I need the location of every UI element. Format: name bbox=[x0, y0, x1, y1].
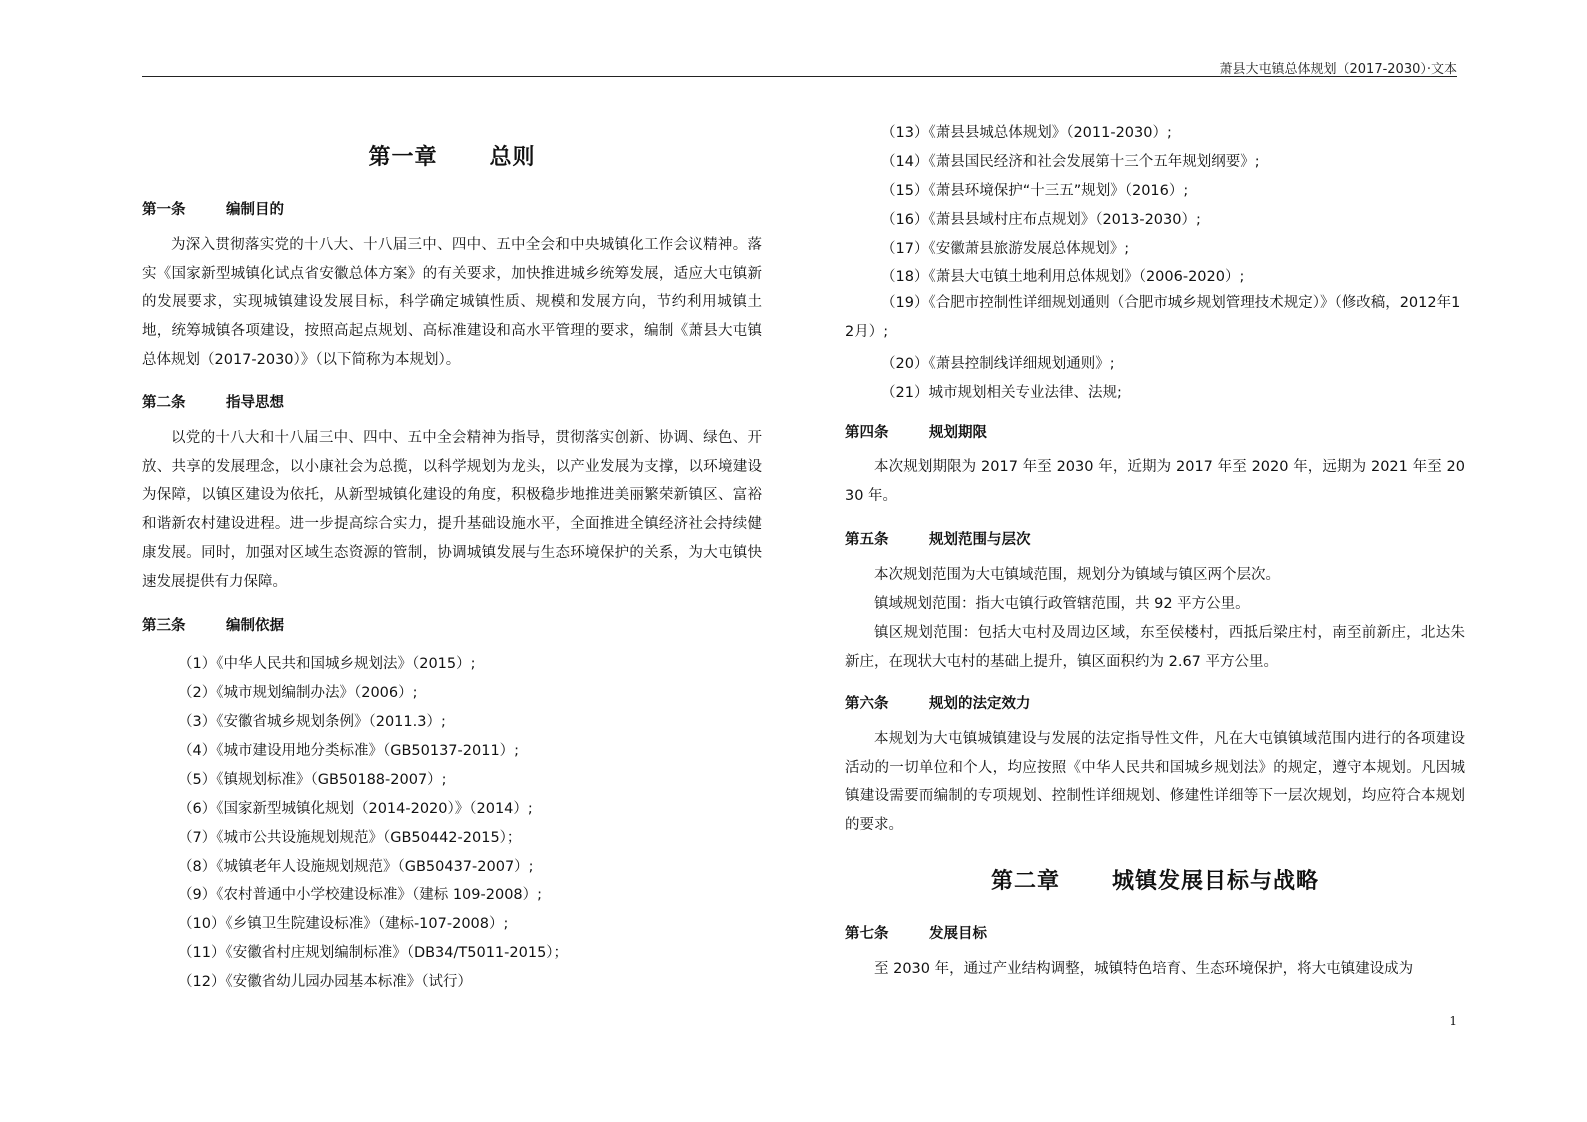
basis-item: （18）《萧县大屯镇土地利用总体规划》（2006-2020）; bbox=[881, 269, 1245, 285]
article-6-heading bbox=[845, 692, 1031, 713]
article-1-heading bbox=[142, 198, 284, 219]
basis-item: （13）《萧县县城总体规划》（2011-2030）; bbox=[881, 125, 1172, 141]
chapter-1-title: 第一章 总则 bbox=[368, 145, 536, 170]
article-2-heading bbox=[142, 391, 284, 412]
article-3-number: 第三条 bbox=[142, 618, 186, 634]
header-rule bbox=[142, 76, 1457, 77]
article-1-number: 第一条 bbox=[142, 202, 186, 218]
basis-item: （20）《萧县控制线详细规划通则》; bbox=[881, 356, 1115, 372]
basis-item: （16）《萧县县域村庄布点规划》（2013-2030）; bbox=[881, 212, 1201, 228]
article-4-text: 本次规划期限为 2017 年至 2030 年，近期为 2017 年至 2020 年，远期为 2021 年至 2030 年。 bbox=[845, 459, 1465, 504]
page-number: 1 bbox=[1449, 1014, 1457, 1028]
article-7-number: 第七条 bbox=[845, 926, 889, 942]
basis-item: （11）《安徽省村庄规划编制标准》（DB34/T5011-2015）； bbox=[178, 945, 569, 961]
basis-item: （15）《萧县环境保护“十三五”规划》（2016）; bbox=[881, 183, 1189, 199]
article-7-heading bbox=[845, 922, 987, 943]
article-7-title: 发展目标 bbox=[929, 926, 987, 942]
basis-item: （3）《安徽省城乡规划条例》（2011.3）; bbox=[178, 714, 446, 730]
article-5-text-1: 本次规划范围为大屯镇域范围，规划分为镇域与镇区两个层次。 bbox=[874, 567, 1280, 583]
article-2-text: 以党的十八大和十八届三中、四中、五中全会精神为指导，贯彻落实创新、协调、绿色、开放、共享的发展理念，以小康社会为总揽，以科学规划为龙头，以产业发展为支撑，以环境建设为保障，以镇区建设为依托，从新型城镇化建设的角度，积极稳步地推进美丽繁荣新镇区、富裕和谐新农村建设进程。进一步提高综合实力，提升基础设施水平，全面推进全镇经济社会持续健康发展。同时，加强对区域生态资源的管制，协调城镇发展与生态环境保护的关系，为大屯镇快速发展提供有力保障。 bbox=[142, 430, 762, 590]
basis-item: （14）《萧县国民经济和社会发展第十三个五年规划纲要》; bbox=[881, 154, 1260, 170]
article-2-number: 第二条 bbox=[142, 395, 186, 411]
article-1-title: 编制目的 bbox=[226, 202, 284, 218]
basis-item: （7）《城市公共设施规划规范》（GB50442-2015）； bbox=[178, 830, 522, 846]
article-6-title: 规划的法定效力 bbox=[929, 696, 1031, 712]
article-3-title: 编制依据 bbox=[226, 618, 284, 634]
running-header: 萧县大屯镇总体规划（2017-2030）·文本 bbox=[1219, 62, 1457, 77]
basis-item: （4）《城市建设用地分类标准》（GB50137-2011）; bbox=[178, 743, 520, 759]
basis-item: （19）《合肥市控制性详细规划通则（合肥市城乡规划管理技术规定）》（修改稿，2012年12月）; bbox=[845, 295, 1461, 340]
basis-item: （21）城市规划相关专业法律、法规; bbox=[881, 385, 1122, 401]
basis-item: （12）《安徽省幼儿园办园基本标准》（试行） bbox=[178, 974, 472, 990]
article-5-heading bbox=[845, 528, 1031, 549]
basis-item: （8）《城镇老年人设施规划规范》（GB50437-2007）; bbox=[178, 859, 534, 875]
basis-item: （17）《安徽萧县旅游发展总体规划》; bbox=[881, 241, 1130, 257]
basis-item: （6）《国家新型城镇化规划（2014-2020）》（2014）; bbox=[178, 801, 533, 817]
article-5-number: 第五条 bbox=[845, 532, 889, 548]
article-7-text: 至 2030 年，通过产业结构调整，城镇特色培育、生态环境保护，将大屯镇建设成为 bbox=[874, 961, 1414, 977]
article-3-heading bbox=[142, 614, 284, 635]
article-5-title: 规划范围与层次 bbox=[929, 532, 1031, 548]
article-1-text: 为深入贯彻落实党的十八大、十八届三中、四中、五中全会和中央城镇化工作会议精神。落实《国家新型城镇化试点省安徽总体方案》的有关要求，加快推进城乡统筹发展，适应大屯镇新的发展要求，实现城镇建设发展目标，科学确定城镇性质、规模和发展方向，节约利用城镇土地，统筹城镇各项建设，按照高起点规划、高标准建设和高水平管理的要求，编制《萧县大屯镇总体规划（2017-2030）》（以下简称为本规划）。 bbox=[142, 237, 762, 368]
article-4-title: 规划期限 bbox=[929, 425, 987, 441]
article-6-number: 第六条 bbox=[845, 696, 889, 712]
article-2-title: 指导思想 bbox=[226, 395, 284, 411]
basis-item: （1）《中华人民共和国城乡规划法》（2015）; bbox=[178, 656, 476, 672]
article-4-heading bbox=[845, 421, 987, 442]
article-5-text-2: 镇域规划范围：指大屯镇行政管辖范围，共 92 平方公里。 bbox=[874, 596, 1250, 612]
article-5-text-3: 镇区规划范围：包括大屯村及周边区域，东至侯楼村，西抵后梁庄村，南至前新庄，北达朱新庄，在现状大屯村的基础上提升，镇区面积约为 2.67 平方公里。 bbox=[845, 625, 1465, 670]
basis-item: （9）《农村普通中小学校建设标准》（建标 109-2008）; bbox=[178, 887, 543, 903]
chapter-2-title: 第二章 城镇发展目标与战略 bbox=[991, 869, 1319, 894]
article-6-text: 本规划为大屯镇城镇建设与发展的法定指导性文件，凡在大屯镇镇域范围内进行的各项建设活动的一切单位和个人，均应按照《中华人民共和国城乡规划法》的规定，遵守本规划。凡因城镇建设需要而编制的专项规划、控制性详细规划、修建性详细等下一层次规划，均应符合本规划的要求。 bbox=[845, 731, 1465, 834]
basis-item: （10）《乡镇卫生院建设标准》（建标-107-2008）; bbox=[178, 916, 509, 932]
basis-item: （2）《城市规划编制办法》（2006）; bbox=[178, 685, 418, 701]
article-4-number: 第四条 bbox=[845, 425, 889, 441]
basis-item: （5）《镇规划标准》（GB50188-2007）; bbox=[178, 772, 447, 788]
